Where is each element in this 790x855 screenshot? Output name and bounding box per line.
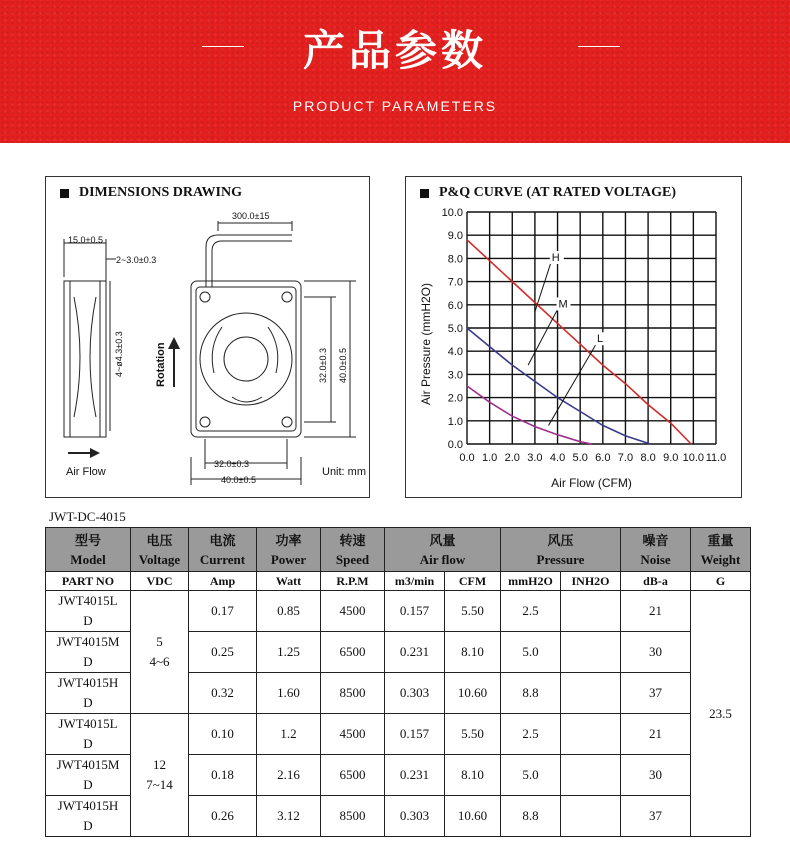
voltage-cell: 5 4~6: [131, 591, 189, 714]
x-tick-label: 7.0: [617, 452, 634, 464]
series-label-M: M: [558, 298, 568, 311]
noise-cell: 30: [621, 755, 691, 796]
rpm-cell: 6500: [321, 755, 385, 796]
column-header: [46, 528, 131, 572]
x-tick-label: 1.0: [481, 452, 498, 464]
column-header-cn: 风量: [429, 532, 456, 548]
part-number-cell: JWT4015H D: [46, 796, 131, 837]
x-tick-label: 2.0: [504, 452, 520, 464]
weight-cell: 23.5: [691, 591, 751, 837]
dim-rib: 2~3.0±0.3: [116, 255, 157, 265]
y-tick-label: 8.0: [447, 253, 463, 266]
rpm-cell: 6500: [321, 632, 385, 673]
unit-cell: dB-a: [621, 572, 691, 591]
unit-cell: CFM: [445, 572, 501, 591]
mmh2o-cell: 2.5: [501, 591, 561, 632]
rpm-cell: 8500: [321, 673, 385, 714]
column-header-cn: 功率: [275, 532, 302, 548]
rotation-label: Rotation: [155, 342, 167, 387]
amp-cell: 0.25: [189, 632, 257, 673]
unit-cell: Amp: [189, 572, 257, 591]
column-header-en: Weight: [700, 551, 741, 567]
inh2o-cell: [561, 632, 621, 673]
y-tick-label: 7.0: [447, 276, 463, 289]
series-line-H: [467, 240, 691, 444]
column-header-cn: 噪音: [642, 532, 669, 548]
column-header: [621, 528, 691, 572]
watt-cell: 1.2: [257, 714, 321, 755]
part-number-cell: JWT4015L D: [46, 591, 131, 632]
airflow-label: Air Flow: [66, 466, 106, 478]
header-row: [46, 528, 751, 572]
y-tick-label: 6.0: [447, 299, 463, 312]
y-tick-label: 5.0: [447, 323, 463, 335]
unit-cell: PART NO: [46, 572, 131, 591]
column-header-en: Noise: [640, 551, 671, 567]
unit-cell: VDC: [131, 572, 189, 591]
dim-size-h: 40.0±0.5: [221, 475, 256, 485]
noise-cell: 30: [621, 632, 691, 673]
m3-cell: 0.231: [385, 755, 445, 796]
watt-cell: 3.12: [257, 796, 321, 837]
dimensions-title: DIMENSIONS DRAWING: [60, 185, 242, 201]
x-tick-label: 0.0: [459, 452, 475, 464]
mmh2o-cell: 8.8: [501, 673, 561, 714]
unit-cell: Watt: [257, 572, 321, 591]
inh2o-cell: [561, 755, 621, 796]
column-header-cn: 电流: [209, 532, 236, 548]
column-header-en: Speed: [335, 551, 370, 567]
dimensions-panel: [45, 176, 370, 498]
dimensions-drawing: [46, 177, 369, 497]
mmh2o-cell: 2.5: [501, 714, 561, 755]
dim-side-width: 15.0±0.5: [68, 235, 103, 245]
amp-cell: 0.26: [189, 796, 257, 837]
amp-cell: 0.18: [189, 755, 257, 796]
x-tick-label: 10.0: [682, 452, 705, 464]
inh2o-cell: [561, 714, 621, 755]
unit-label: Unit: mm: [322, 466, 366, 478]
amp-cell: 0.10: [189, 714, 257, 755]
inh2o-cell: [561, 796, 621, 837]
unit-cell: mmH2O: [501, 572, 561, 591]
m3-cell: 0.303: [385, 673, 445, 714]
column-header-cn: 重量: [707, 532, 734, 548]
column-header: [691, 528, 751, 572]
watt-cell: 1.60: [257, 673, 321, 714]
unit-cell: m3/min: [385, 572, 445, 591]
x-tick-label: 9.0: [663, 452, 679, 464]
mmh2o-cell: 5.0: [501, 755, 561, 796]
m3-cell: 0.157: [385, 591, 445, 632]
x-tick-label: 5.0: [572, 452, 588, 464]
unit-cell: INH2O: [561, 572, 621, 591]
noise-cell: 21: [621, 591, 691, 632]
watt-cell: 1.25: [257, 632, 321, 673]
cfm-cell: 5.50: [445, 714, 501, 755]
cfm-cell: 8.10: [445, 632, 501, 673]
series-label-H: H: [551, 252, 560, 265]
y-tick-label: 1.0: [447, 415, 463, 428]
series-line-L: [467, 386, 592, 444]
dim-cable: 300.0±15: [232, 211, 270, 221]
x-tick-label: 11.0: [705, 452, 727, 464]
pq-curve-panel: [405, 176, 742, 498]
column-header: [131, 528, 189, 572]
title-rule-right: [578, 46, 620, 47]
part-number-cell: JWT4015M D: [46, 632, 131, 673]
page-title: 产品参数: [302, 26, 487, 75]
table-row: [46, 714, 751, 755]
voltage-cell: 12 7~14: [131, 714, 189, 837]
unit-row: [46, 572, 751, 591]
unit-cell: R.P.M: [321, 572, 385, 591]
pq-chart: [406, 177, 741, 497]
column-header: [501, 528, 621, 572]
noise-cell: 37: [621, 673, 691, 714]
cfm-cell: 10.60: [445, 673, 501, 714]
mmh2o-cell: 8.8: [501, 796, 561, 837]
part-number-cell: JWT4015M D: [46, 755, 131, 796]
column-header-cn: 风压: [547, 532, 574, 548]
rpm-cell: 4500: [321, 591, 385, 632]
m3-cell: 0.303: [385, 796, 445, 837]
column-header-cn: 转速: [339, 532, 366, 548]
column-header-cn: 电压: [146, 532, 173, 548]
y-axis-label: Air Pressure (mmH2O): [419, 282, 433, 405]
m3-cell: 0.157: [385, 714, 445, 755]
inh2o-cell: [561, 591, 621, 632]
amp-cell: 0.17: [189, 591, 257, 632]
column-header-en: Power: [270, 551, 307, 567]
column-header: [321, 528, 385, 572]
rpm-cell: 8500: [321, 796, 385, 837]
y-tick-label: 10.0: [441, 207, 463, 219]
dim-holes: 4~ø4.3±0.3: [114, 331, 124, 377]
rpm-cell: 4500: [321, 714, 385, 755]
cfm-cell: 8.10: [445, 755, 501, 796]
dim-hole-pitch-h: 32.0±0.3: [214, 459, 249, 469]
x-tick-label: 8.0: [640, 452, 656, 464]
y-tick-label: 0.0: [447, 439, 463, 451]
y-tick-label: 4.0: [447, 346, 463, 359]
y-tick-label: 2.0: [447, 392, 463, 405]
dim-hole-pitch-v: 32.0±0.3: [318, 348, 328, 383]
column-header-cn: 型号: [74, 532, 101, 548]
unit-cell: G: [691, 572, 751, 591]
spec-table: [45, 527, 751, 837]
pq-curve-title: P&Q CURVE (AT RATED VOLTAGE): [420, 185, 676, 201]
amp-cell: 0.32: [189, 673, 257, 714]
x-axis-label: Air Flow (CFM): [551, 476, 632, 490]
x-tick-label: 3.0: [527, 452, 543, 464]
series-label-L: L: [597, 333, 604, 346]
series-leader-line: [548, 344, 596, 425]
cfm-cell: 10.60: [445, 796, 501, 837]
x-tick-label: 6.0: [595, 452, 611, 464]
series-line-M: [467, 328, 650, 444]
mmh2o-cell: 5.0: [501, 632, 561, 673]
x-tick-label: 4.0: [549, 452, 566, 464]
cfm-cell: 5.50: [445, 591, 501, 632]
column-header-en: Air flow: [419, 551, 466, 567]
column-header: [189, 528, 257, 572]
noise-cell: 37: [621, 796, 691, 837]
model-series-label: JWT-DC-4015: [49, 509, 126, 524]
column-header-en: Current: [199, 551, 246, 567]
column-header: [257, 528, 321, 572]
column-header: [385, 528, 501, 572]
part-number-cell: JWT4015L D: [46, 714, 131, 755]
m3-cell: 0.231: [385, 632, 445, 673]
y-tick-label: 9.0: [447, 230, 463, 243]
series-leader-line: [528, 309, 557, 365]
page-subtitle: PRODUCT PARAMETERS: [292, 98, 498, 114]
column-header-en: Pressure: [536, 551, 585, 567]
y-tick-label: 3.0: [447, 369, 463, 382]
inh2o-cell: [561, 673, 621, 714]
watt-cell: 0.85: [257, 591, 321, 632]
watt-cell: 2.16: [257, 755, 321, 796]
dim-size-v: 40.0±0.5: [338, 348, 348, 383]
noise-cell: 21: [621, 714, 691, 755]
column-header-en: Model: [70, 551, 106, 567]
header-banner: [0, 0, 790, 143]
part-number-cell: JWT4015H D: [46, 673, 131, 714]
table-row: [46, 591, 751, 632]
column-header-en: Voltage: [138, 551, 181, 567]
